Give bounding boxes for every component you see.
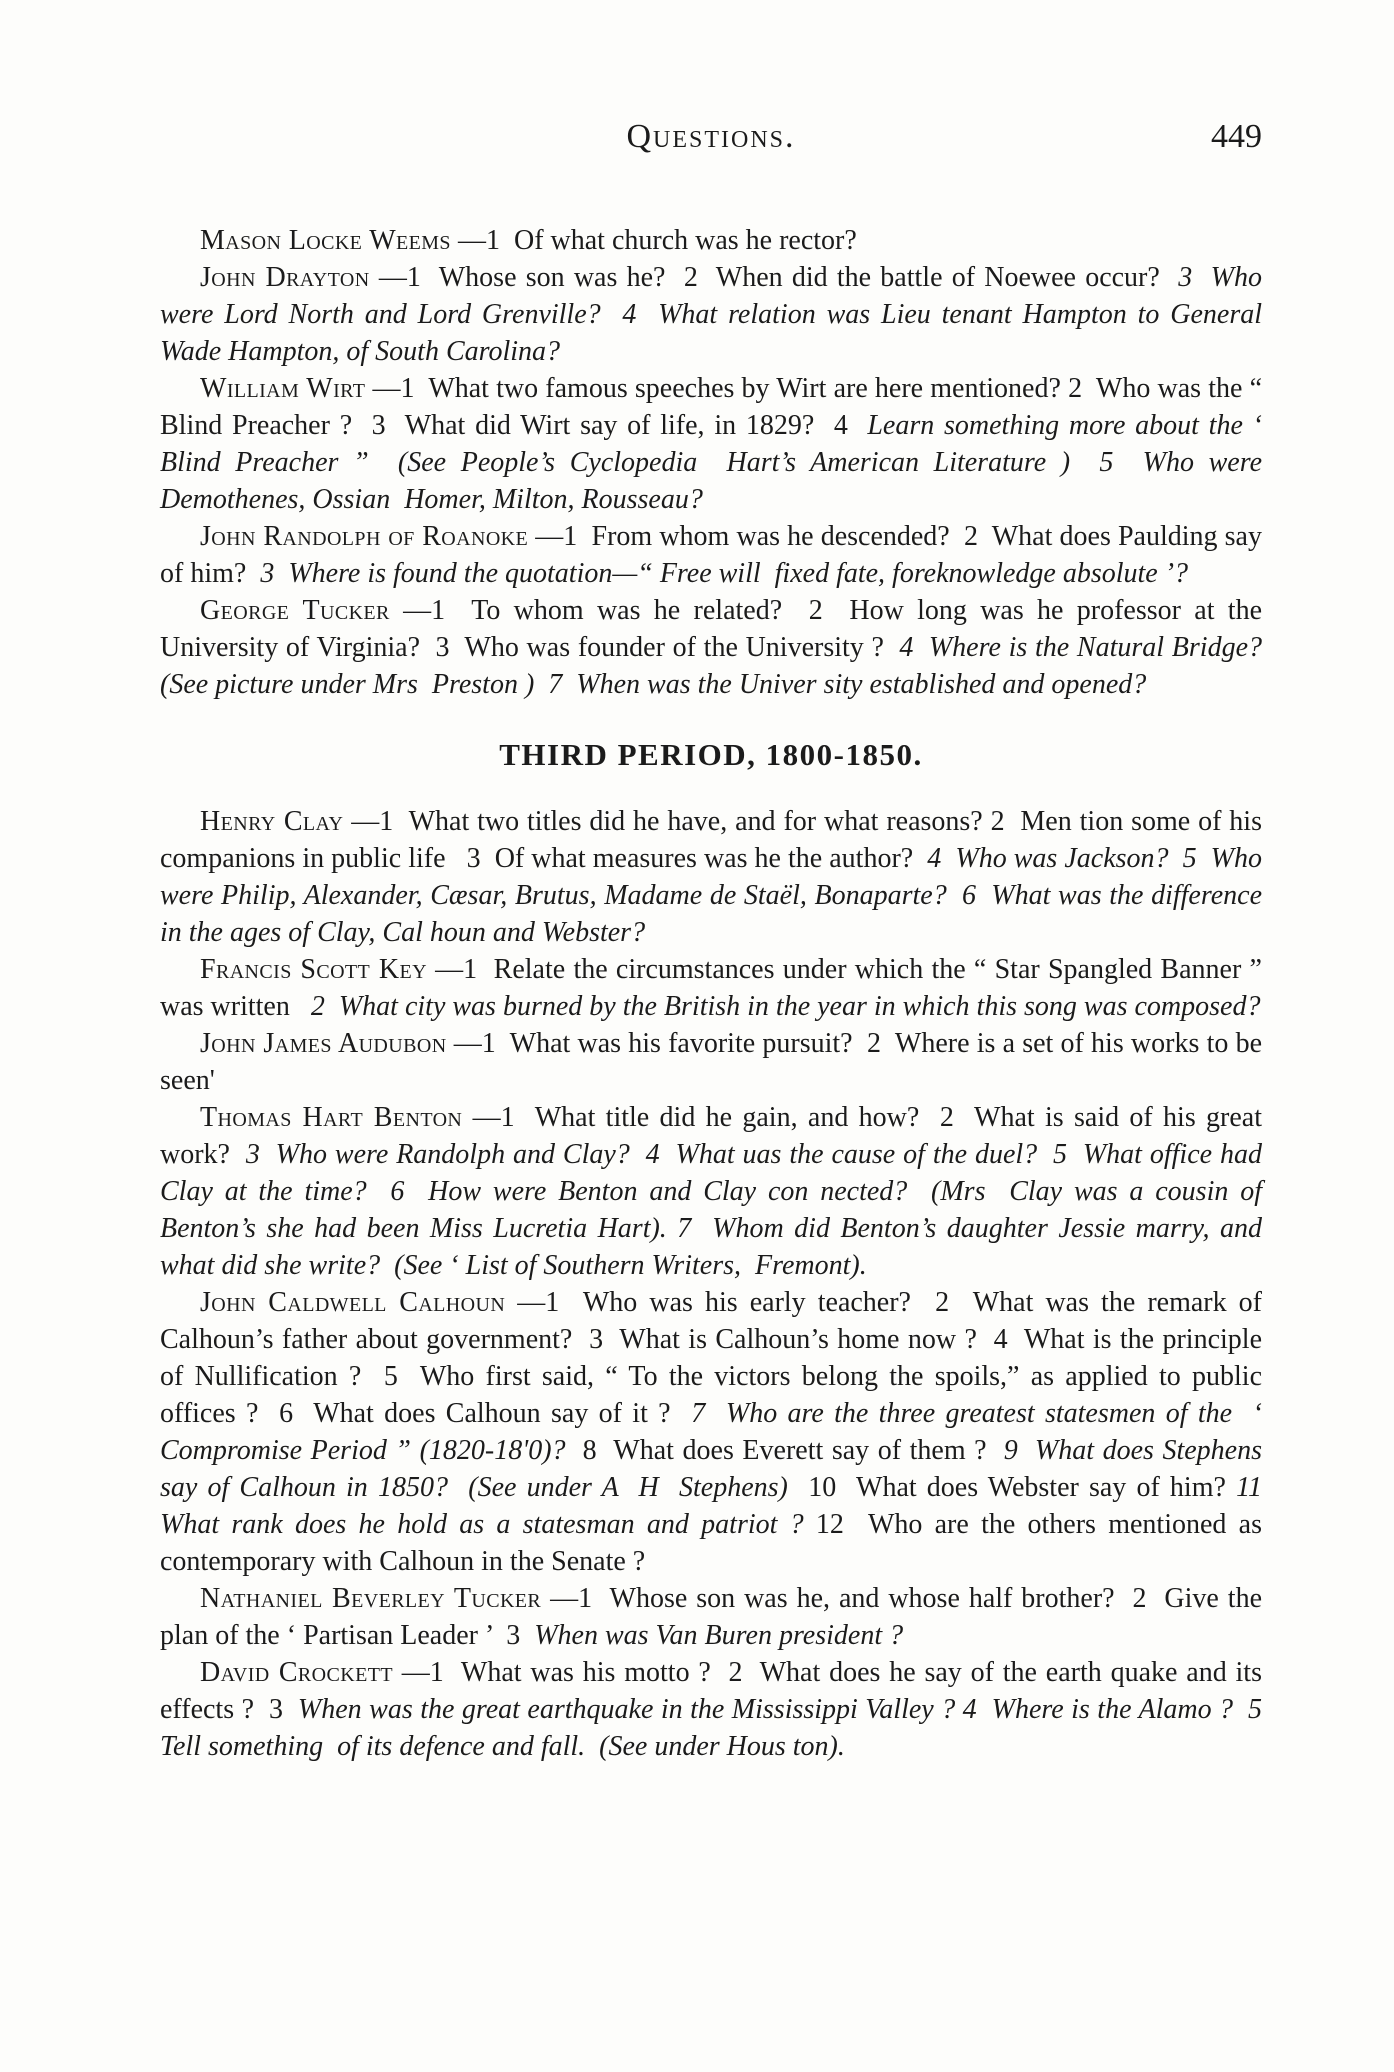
question-text: 11 What rank does he hold as a statesman and patriot ? [160,1472,1276,1540]
author-name: Thomas Hart Benton [200,1102,463,1133]
question-text: —1 Who was his early teacher? 2 What was the remark of Calhoun’s father about government? 3 What is Calhoun’s home now ? 4 What is the principle of Nullification ? 5 Who first said, “ To the victors belong the spoils,” as applied to public offices ? 6 What does Calhoun say of it ? [160,1287,1269,1429]
question-paragraph [160,1099,1270,1284]
question-text: —1 What title did he gain, and how? 2 What is said of his great work? [160,1102,1270,1170]
question-text: —1 From whom was he descended? 2 What does Paulding say of him? [160,521,1269,589]
question-paragraph [160,370,1270,518]
question-paragraph [160,1580,1269,1654]
author-name: Mason Locke Weems [200,225,451,256]
question-paragraph [160,518,1269,592]
question-text: —1 What two famous speeches by Wirt are here mentioned? 2 Who was the “ Blind Preacher ? 3 What did Wirt say of life, in 1829? 4 [160,373,1270,441]
question-text: —1 What two titles did he have, and for what reasons? 2 Men tion some of his companions in public life 3 Of what measures was he the author? [160,806,1269,874]
question-text: —1 Of what church was he rector? [450,225,857,256]
question-text: 2 What city was burned by the British in the year in which this song was composed? [310,991,1261,1022]
question-text: 7 Who are the three greatest statesmen of the ‘ Compromise Period ” (1820-18'0)? [160,1398,1269,1466]
author-name: Francis Scott Key [200,954,427,985]
author-name: William Wirt [200,373,366,404]
question-paragraph [160,803,1269,951]
running-title: Questions. [626,118,796,155]
question-text: —1 Whose son was he? 2 When did the battle of Noewee occur? [369,262,1179,293]
author-name: David Crockett [200,1657,393,1688]
question-text: 4 Who was Jackson? 5 Who were Philip, Alexander, Cæsar, Brutus, Madame de Staël, Bonaparte? 6 What was the difference in the ages of Clay, Cal houn and Webster? [160,843,1269,948]
page-body [160,222,1277,1765]
question-text: 9 What does Stephens say of Calhoun in 1850? (See under A H Stephens) [160,1435,1269,1503]
author-name: Nathaniel Beverley Tucker [200,1583,542,1614]
question-text: —1 What was his favorite pursuit? 2 Where is a set of his works to be seen' [160,1028,1269,1096]
author-name: John Caldwell Calhoun [200,1287,506,1318]
question-paragraph [160,259,1270,370]
question-text: 4 Where is the Natural Bridge? (See picture under Mrs Preston ) 7 When was the Univer sity established and opened? [160,632,1276,700]
author-name: Henry Clay [200,806,344,837]
question-text: 12 Who are the others mentioned as contemporary with Calhoun in the Senate ? [160,1509,1269,1577]
question-text: 8 What does Everett say of them ? [565,1435,1004,1466]
question-text: —1 Relate the circumstances under which the “ Star Spangled Banner ” was written [160,954,1269,1022]
question-text: —1 What was his motto ? 2 What does he say of the earth quake and its effects ? 3 [160,1657,1269,1725]
question-text: 10 What does Webster say of him? [787,1472,1237,1503]
question-paragraph [160,1284,1276,1580]
question-text: —1 Whose son was he, and whose half brother? 2 Give the plan of the ‘ Partisan Leader ’ 3 [160,1583,1269,1651]
author-name: George Tucker [200,595,390,626]
author-name: John Drayton [200,262,370,293]
question-paragraph [160,951,1269,1025]
question-text: When was Van Buren president ? [534,1620,904,1651]
question-text: When was the great earthquake in the Mississippi Valley ? 4 Where is the Alamo ? 5 Tell something of its defence and fall. (See under Hous ton). [160,1694,1277,1762]
page-header [160,118,1262,170]
question-paragraph [160,1654,1277,1765]
question-text: 3 Who were Randolph and Clay? 4 What uas the cause of the duel? 5 What office had Clay at the time? 6 How were Benton and Clay con nected? (Mrs Clay was a cousin of Benton’s she had been Miss Lucretia Hart). 7 Whom did Benton’s daughter Jessie marry, and what did she write? (See ‘ List of Southern Writers, Fremont). [160,1139,1269,1281]
question-text: 3 Who were Lord North and Lord Grenville? 4 What relation was Lieu tenant Hampton to General Wade Hampton, of South Carolina? [160,262,1270,367]
question-paragraph [160,1025,1269,1099]
page-number: 449 [1211,118,1262,155]
author-name: John James Audubon [200,1028,447,1059]
author-name: John Randolph of Roanoke [200,521,529,552]
question-text: Learn something more about the ‘ Blind Preacher ” (See People’s Cyclopedia Hart’s American Literature ) 5 Who were Demothenes, Ossian Homer, Milton, Rousseau? [160,410,1269,515]
question-paragraph [160,592,1276,703]
question-text: —1 To whom was he related? 2 How long was he professor at the University of Virginia? 3 Who was founder of the University ? [160,595,1270,663]
section-heading: THIRD PERIOD, 1800-1850. [499,737,923,772]
question-paragraph [160,222,1262,259]
question-text: 3 Where is found the quotation—“ Free will fixed fate, foreknowledge absolute ’? [260,558,1189,589]
